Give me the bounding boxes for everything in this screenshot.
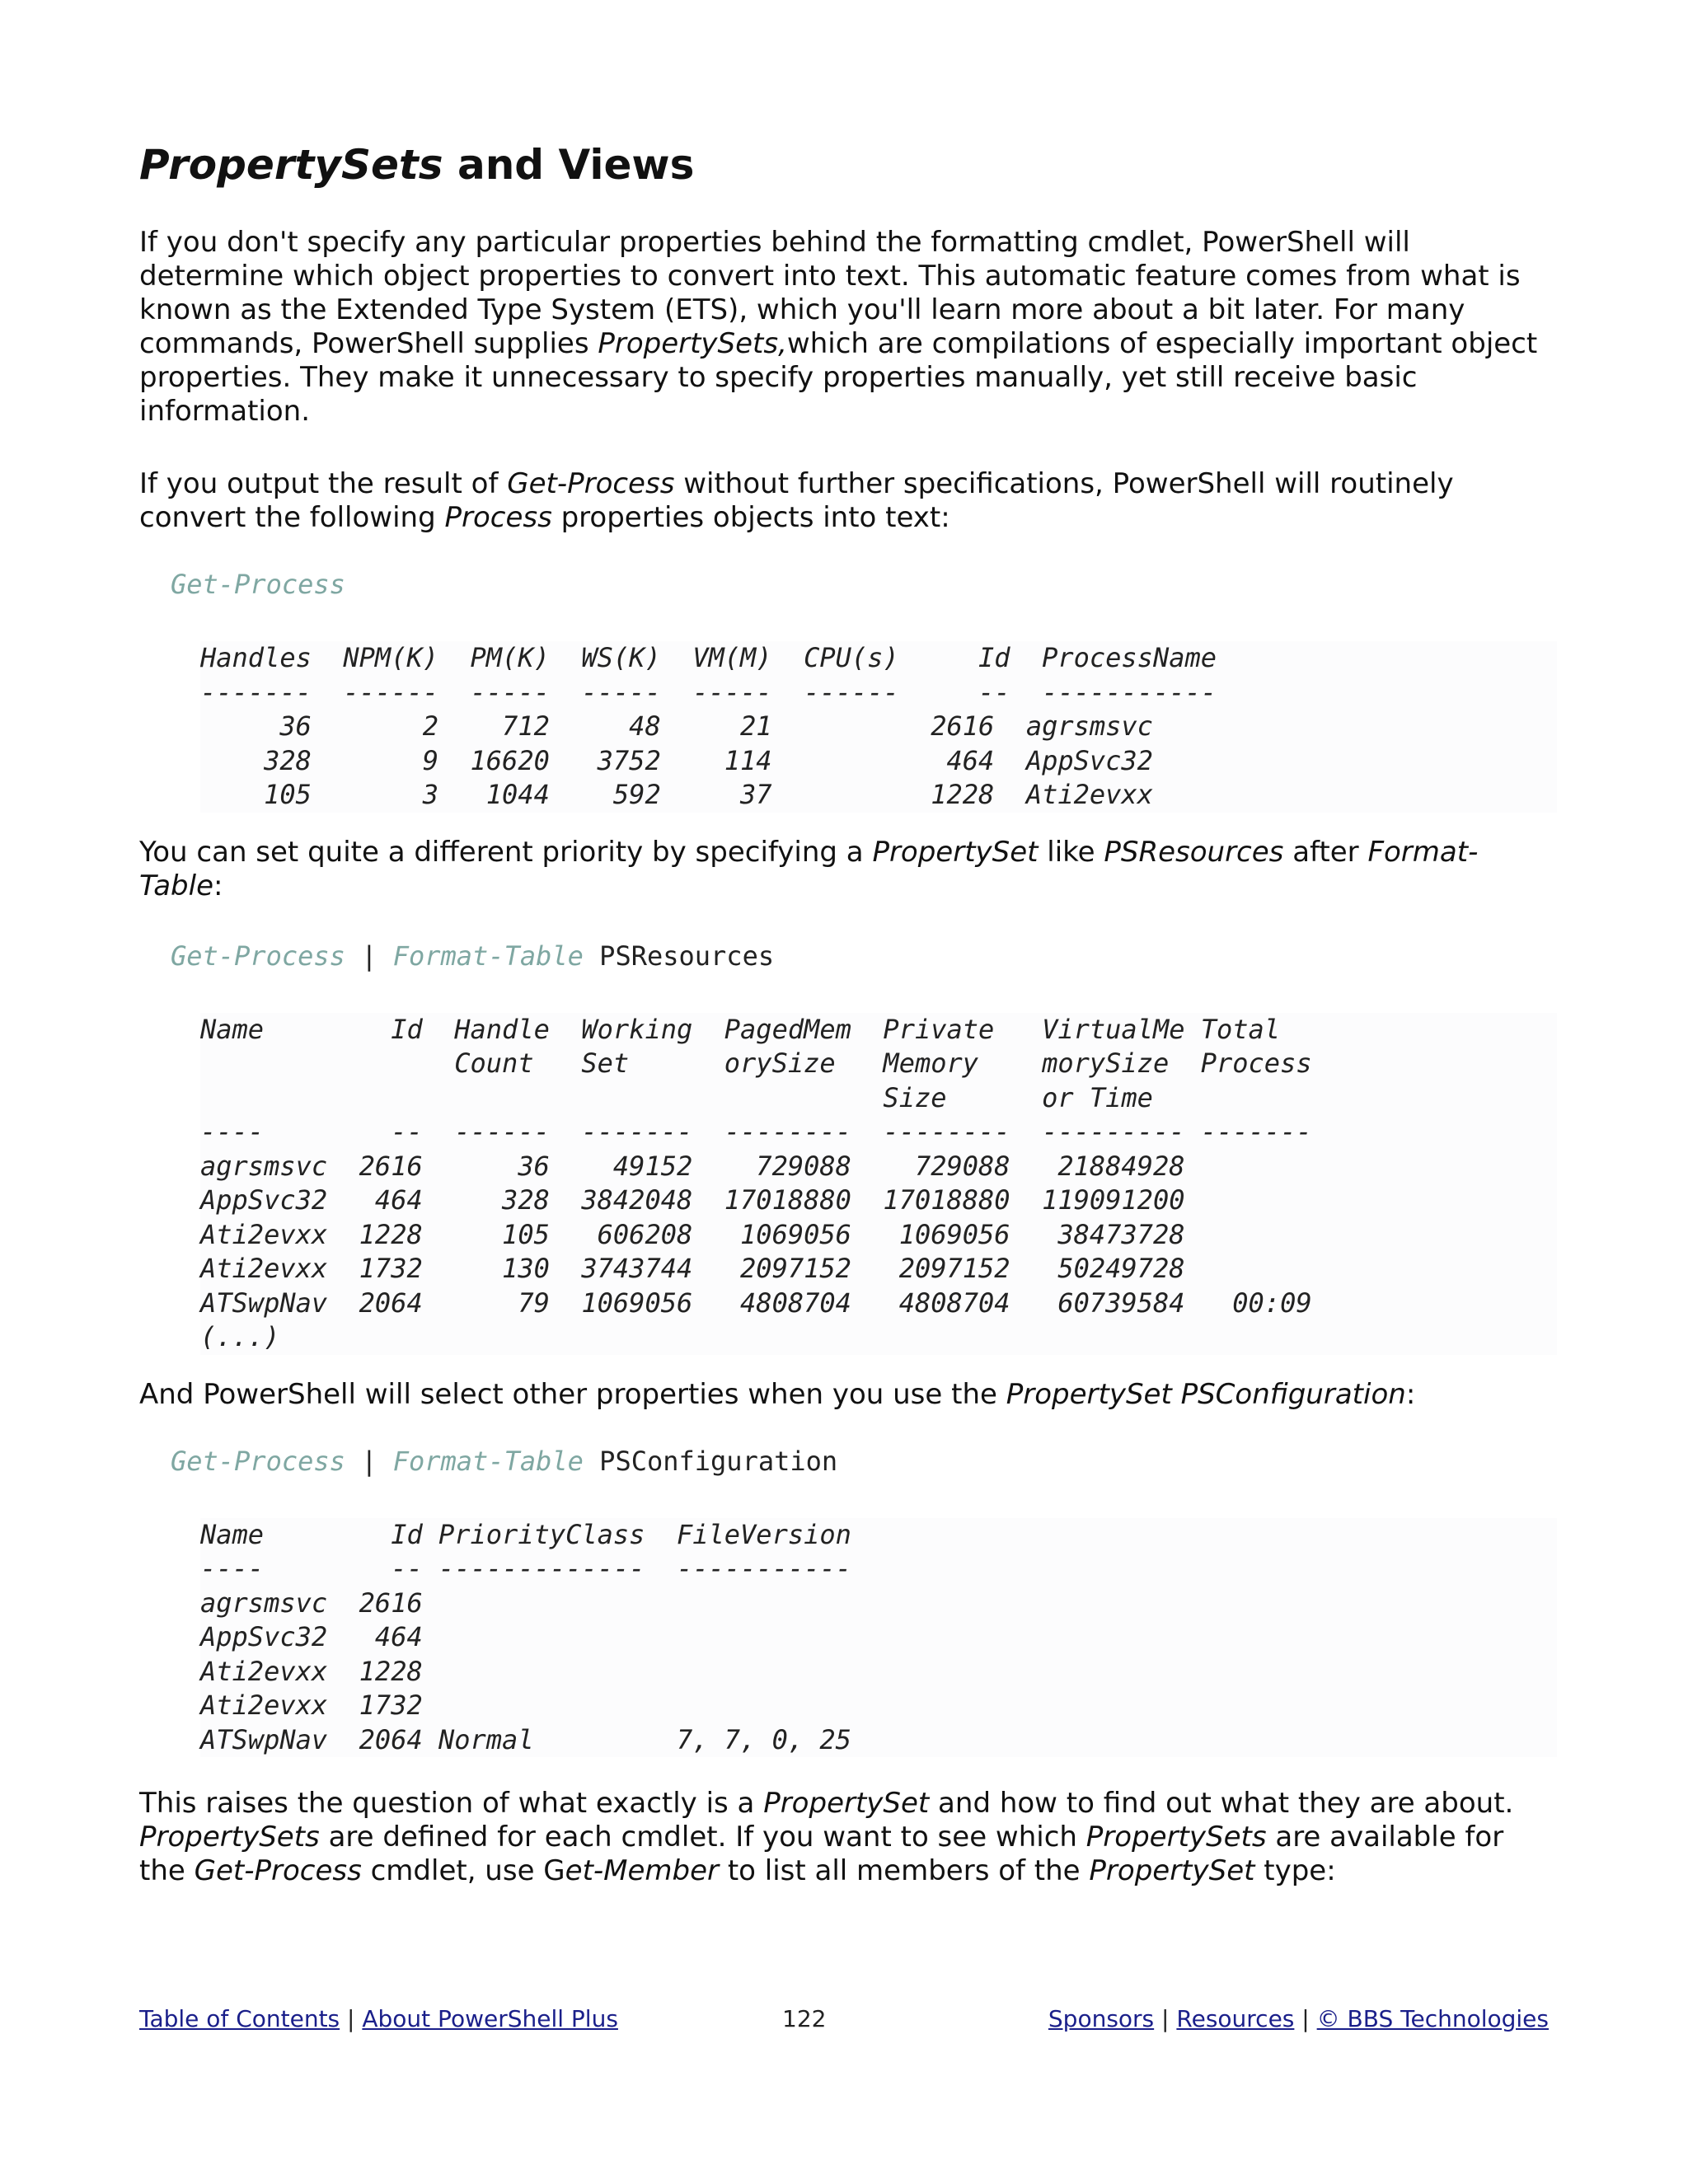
sponsors-link[interactable]: Sponsors xyxy=(1048,2005,1155,2032)
emphasis-text: PropertySet xyxy=(763,1787,930,1820)
table-of-contents-link[interactable]: Table of Contents xyxy=(139,2005,340,2032)
emphasis-text: PropertySet xyxy=(1089,1854,1255,1887)
page-number: 122 xyxy=(782,2005,827,2032)
body-text: are defined for each cmdlet. If you want to see which xyxy=(319,1821,1086,1854)
about-powershell-plus-link[interactable]: About PowerShell Plus xyxy=(362,2005,618,2032)
page-content xyxy=(139,132,1557,1888)
body-text: are available for the xyxy=(139,1821,1504,1887)
paragraph-intro xyxy=(139,226,1557,429)
copyright-link[interactable]: © BBS Technologies xyxy=(1316,2005,1549,2032)
body-text: to list all members of the xyxy=(719,1854,1090,1887)
emphasis-text: PropertySets, xyxy=(598,327,787,360)
emphasis-text: PropertySets xyxy=(139,1821,320,1854)
emphasis-text: PSResources xyxy=(1104,835,1284,869)
footer-left xyxy=(139,2003,618,2036)
paragraph-propertyset-question xyxy=(139,1787,1557,1888)
emphasis-text: PropertySet xyxy=(872,835,1039,869)
resources-link[interactable]: Resources xyxy=(1176,2005,1295,2032)
code-keyword: Get-Process xyxy=(171,940,345,972)
body-text: after xyxy=(1283,835,1368,869)
code-keyword: Format-Table xyxy=(392,940,584,972)
code-pipe: | xyxy=(345,940,393,972)
body-text: cmdlet, use G xyxy=(361,1854,565,1887)
paragraph-psresources xyxy=(139,836,1557,903)
page-title xyxy=(139,132,1557,198)
emphasis-text: Process xyxy=(444,501,552,534)
emphasis-text: PropertySets xyxy=(1085,1821,1267,1854)
code-keyword: Get-Process xyxy=(171,569,345,600)
body-text: which are compilations of especially important object properties. They make it unnecessary to specify properties manually, yet still receive basic information. xyxy=(139,327,1538,428)
code-command-3 xyxy=(171,1445,1557,1479)
paragraph-get-process xyxy=(139,467,1557,535)
body-text: : xyxy=(213,869,223,902)
code-argument: PSResources xyxy=(583,940,775,972)
emphasis-text: Format-Table xyxy=(139,835,1479,902)
code-pipe: | xyxy=(345,1445,393,1477)
footer-separator: | xyxy=(340,2005,363,2032)
code-output-2: Name Id Handle Working PagedMem Private VirtualMe Total Count Set orySize Memory morySize Process Size or Time ---- -- ------ ------- -------- -------- --------- ------- agrsmsvc 2616 36 49152 729088 729088 21884928 AppSvc32 464 328 3842048 17018880 17018880 119091200 Ati2evxx 1228 105 606208 1069056 1069056 38473728 Ati2evxx 1732 130 3743744 2097152 2097152 50249728 ATSwpNav 2064 79 1069056 4808704 4808704 60739584 00:09 (...) xyxy=(200,1013,1557,1355)
code-keyword: Format-Table xyxy=(392,1445,584,1477)
paragraph-psconfiguration xyxy=(139,1378,1557,1412)
body-text: And PowerShell will select other properties when you use the xyxy=(139,1377,1006,1411)
body-text: properties objects into text: xyxy=(551,501,950,534)
code-output-1: Handles NPM(K) PM(K) WS(K) VM(M) CPU(s) Id ProcessName ------- ------ ----- ----- ----- ------ -- ----------- 36 2 712 48 21 2616 agrsmsvc 328 9 16620 3752 114 464 AppSvc32 105 3 1044 592 37 1228 Ati2evxx xyxy=(200,641,1557,813)
code-keyword: Get-Process xyxy=(171,1445,345,1477)
body-text: If you output the result of xyxy=(139,467,508,500)
body-text: and how to find out what they are about. xyxy=(929,1787,1514,1820)
body-text: type: xyxy=(1254,1854,1336,1887)
emphasis-text: Get-Process xyxy=(507,467,675,500)
footer-separator: | xyxy=(1294,2005,1317,2032)
body-text: without further specifications, PowerShell will routinely convert the following xyxy=(139,467,1454,534)
body-text: : xyxy=(1405,1377,1416,1411)
emphasis-text: Get-Process xyxy=(194,1854,362,1887)
emphasis-text: et-Member xyxy=(565,1854,720,1887)
code-command-1 xyxy=(171,568,1557,602)
code-argument: PSConfiguration xyxy=(583,1445,838,1477)
body-text: This raises the question of what exactly is a xyxy=(139,1787,764,1820)
body-text: If you don't specify any particular properties behind the formatting cmdlet, PowerShell will determine which object properties to convert into text. This automatic feature comes from what is known as the Extended Type System (ETS), which you'll learn more about a bit later. For many commands, PowerShell supplies xyxy=(139,226,1521,360)
body-text: You can set quite a different priority by specifying a xyxy=(139,835,873,869)
code-output-3: Name Id PriorityClass FileVersion ---- -- ------------- ----------- agrsmsvc 2616 AppSvc32 464 Ati2evxx 1228 Ati2evxx 1732 ATSwpNav 2064 Normal 7, 7, 0, 25 xyxy=(200,1518,1557,1758)
emphasis-text: PropertySet PSConfiguration xyxy=(1006,1377,1406,1411)
body-text: like xyxy=(1038,835,1104,869)
title-rest: and Views xyxy=(443,141,695,189)
footer-separator: | xyxy=(1154,2005,1177,2032)
footer-right xyxy=(1048,2003,1549,2036)
title-italic: PropertySets xyxy=(139,141,443,189)
code-command-2 xyxy=(171,940,1557,973)
